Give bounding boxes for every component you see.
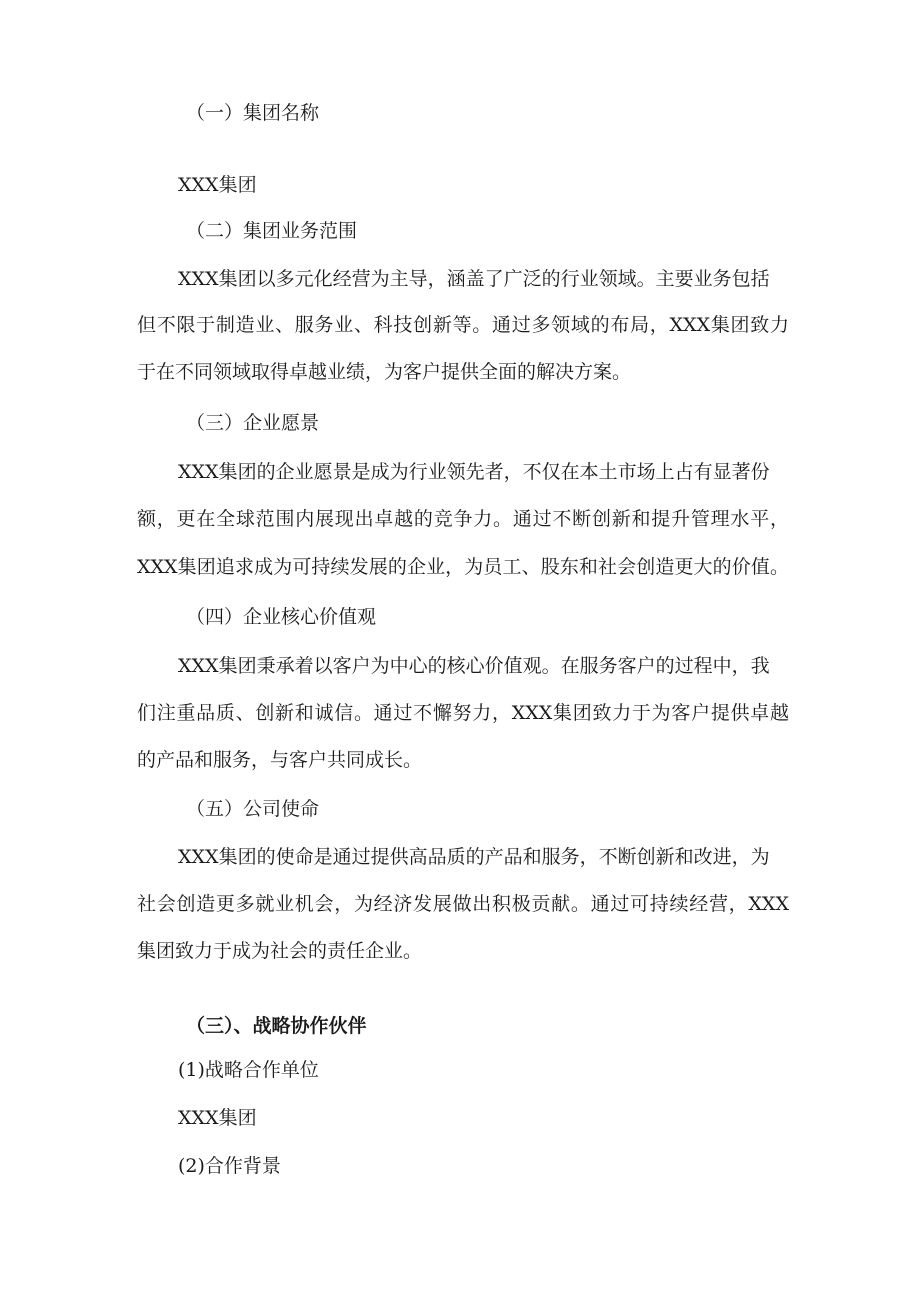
section-2-line-3: 于在不同领域取得卓越业绩，为客户提供全面的解决方案。	[137, 361, 632, 383]
section-5-line-2: 社会创造更多就业机会，为经济发展做出积极贡献。通过可持续经营，XXX	[137, 893, 789, 915]
section-2-heading: （二）集团业务范围	[186, 220, 358, 242]
section-2-line-1: XXX集团以多元化经营为主导，涵盖了广泛的行业领域。主要业务包括	[178, 268, 770, 290]
partner-1-body: XXX集团	[178, 1107, 257, 1129]
section-3-line-2: 额，更在全球范围内展现出卓越的竞争力。通过不断创新和提升管理水平，	[137, 508, 789, 530]
section-5-heading: （五）公司使命	[186, 798, 320, 820]
section-4-line-2: 们注重品质、创新和诚信。通过不懈努力，XXX集团致力于为客户提供卓越	[137, 702, 789, 724]
partner-2-heading: (2)合作背景	[178, 1155, 281, 1177]
partner-heading: （三）、战略协作伙伴	[186, 1015, 367, 1037]
section-3-line-3: XXX集团追求成为可持续发展的企业，为员工、股东和社会创造更大的价值。	[137, 556, 789, 578]
section-4-heading: （四）企业核心价值观	[186, 606, 377, 628]
section-1-body: XXX集团	[178, 174, 257, 196]
section-5-line-1: XXX集团的使命是通过提供高品质的产品和服务，不断创新和改进，为	[178, 846, 770, 868]
partner-1-heading: (1)战略合作单位	[178, 1059, 319, 1081]
section-4-line-1: XXX集团秉承着以客户为中心的核心价值观。在服务客户的过程中，我	[178, 655, 770, 677]
section-4-line-3: 的产品和服务，与客户共同成长。	[137, 749, 423, 771]
section-2-line-2: 但不限于制造业、服务业、科技创新等。通过多领域的布局，XXX集团致力	[137, 314, 789, 336]
section-3-line-1: XXX集团的企业愿景是成为行业领先者，不仅在本土市场上占有显著份	[178, 461, 770, 483]
section-3-heading: （三）企业愿景	[186, 412, 320, 434]
section-5-line-3: 集团致力于成为社会的责任企业。	[137, 940, 423, 962]
section-1-heading: （一）集团名称	[186, 102, 320, 124]
